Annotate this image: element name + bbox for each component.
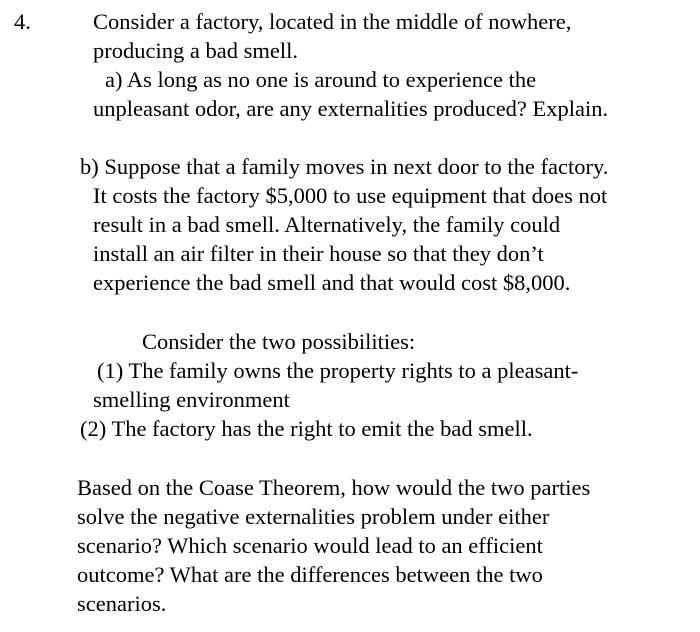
possibility-1-line-1: (1) The family owns the property rights to a pleasant- [97,358,579,383]
coase-line-4: outcome? What are the differences between the two [77,562,543,587]
part-b-line-1: b) Suppose that a family moves in next door to the factory. [80,154,609,179]
part-a-line-2: unpleasant odor, are any externalities produced? Explain. [93,96,609,121]
possibilities-heading: Consider the two possibilities: [142,329,416,354]
intro-line-2: producing a bad smell. [93,38,298,63]
part-b-line-3: result in a bad smell. Alternatively, the family could [93,212,561,237]
question-number: 4. [14,9,31,34]
coase-line-1: Based on the Coase Theorem, how would the two parties [77,475,591,500]
coase-line-2: solve the negative externalities problem under either [77,504,550,529]
part-a-line-1: a) As long as no one is around to experience the [105,67,537,92]
part-b-line-2: It costs the factory $5,000 to use equipment that does not [93,183,608,208]
coase-line-5: scenarios. [77,591,167,616]
part-b-line-4: install an air filter in their house so that they don’t [93,241,544,266]
possibility-2: (2) The factory has the right to emit the bad smell. [80,416,533,441]
possibility-1-line-2: smelling environment [93,387,290,412]
coase-line-3: scenario? Which scenario would lead to an efficient [77,533,543,558]
intro-line-1: Consider a factory, located in the middle of nowhere, [93,9,572,34]
part-b-line-5: experience the bad smell and that would cost $8,000. [93,270,571,295]
